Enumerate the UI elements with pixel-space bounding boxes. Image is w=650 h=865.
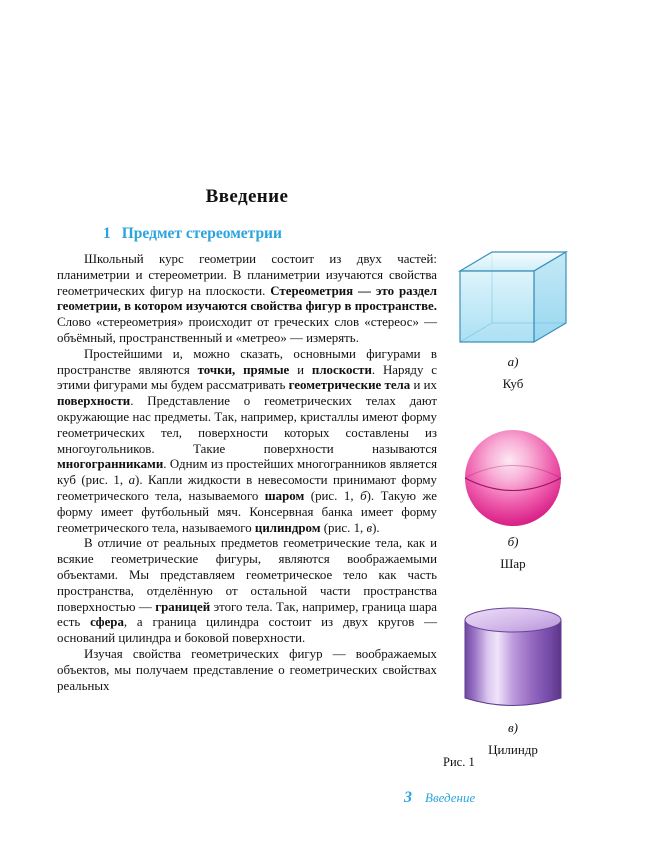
text-run: Стереометрия — это раздел геометрии, в котором изучаются свойства фигур в пространстве. xyxy=(57,283,437,314)
text-column xyxy=(57,186,437,694)
page-number: 3 xyxy=(404,789,412,806)
text-run: ). xyxy=(372,520,380,535)
text-run: Изучая свойства геометрических фигур — воображаемых объектов, мы получаем представление о геометрических свойствах реальных xyxy=(57,646,437,693)
text-run: и их xyxy=(410,378,437,393)
text-run: Простейшими и, можно сказать, основными фигурами в пространстве являются xyxy=(57,346,437,377)
text-run: точки, прямые xyxy=(197,362,290,377)
page-title: Введение xyxy=(205,186,289,207)
section-number: 1 xyxy=(103,225,111,242)
sphere-illustration xyxy=(461,428,565,528)
text-run: геометрические тела xyxy=(288,378,411,393)
text-run: в xyxy=(366,520,373,535)
section-heading xyxy=(57,225,437,243)
paragraph xyxy=(57,647,437,694)
text-run: цилиндром xyxy=(254,520,321,535)
text-run: этого тела. Так, например, граница шара есть xyxy=(57,599,437,630)
text-run: Слово «стереометрия» происходит от греческих слов «стереос» — объёмный, пространственный и «метрео» — измерять. xyxy=(57,315,437,345)
sphere-caption: Шар xyxy=(500,555,526,571)
text-run: (рис. 1, xyxy=(320,520,367,535)
footer-section-name: Введение xyxy=(425,790,476,805)
text-run: границей xyxy=(155,599,211,614)
cylinder-illustration xyxy=(463,606,563,714)
cube-illustration xyxy=(452,246,574,348)
text-run: поверхности xyxy=(57,394,131,409)
text-run: . Наряду с этими фигурами мы будем рассматривать xyxy=(57,362,437,393)
cube-figure xyxy=(448,246,578,391)
cylinder-caption: Цилиндр xyxy=(488,741,538,757)
text-run: сфера xyxy=(90,615,124,630)
text-run: В отличие от реальных предметов геометрические тела, как и всякие геометрические фигуры, являются воображаемыми объектами. Мы представляем геометрическое тело как часть пространства, отделённую от остальной части пространства поверхностью — xyxy=(57,536,437,614)
cylinder-figure xyxy=(448,606,578,757)
sphere-figure xyxy=(448,428,578,571)
paragraph xyxy=(57,536,437,647)
page-footer xyxy=(404,789,475,807)
section-title: Предмет стереометрии xyxy=(121,225,282,242)
paragraph xyxy=(57,252,437,347)
text-run: плоскости xyxy=(311,362,372,377)
text-run: ). Такую же форму имеет футбольный мяч. Консервная банка имеет форму геометрического тела, называемого xyxy=(57,488,437,535)
paragraph xyxy=(57,347,437,537)
text-run: шаром xyxy=(264,488,305,503)
cube-caption: Куб xyxy=(502,375,524,391)
body-text xyxy=(57,252,437,694)
text-run: , а граница цилиндра состоит из двух кругов — оснований цилиндра и боковой поверхности. xyxy=(57,615,438,646)
text-run: а xyxy=(128,473,136,488)
text-run: и xyxy=(289,362,312,377)
cylinder-label: в) xyxy=(508,720,518,735)
text-run: (рис. 1, xyxy=(304,488,361,503)
figure-1-caption: Рис. 1 xyxy=(443,755,475,769)
sphere-label: б) xyxy=(507,534,519,549)
text-run: . Представление о геометрических телах дают окружающие нас предметы. Так, например, кристаллы имеют форму геометрических тел, поверхности которых составлены из многоугольников. Такие поверхности называются xyxy=(57,394,437,456)
text-run: многогранниками xyxy=(57,457,164,472)
text-run: . Одним из простейших многогранников является куб (рис. 1, xyxy=(57,457,437,488)
cube-label: а) xyxy=(507,354,519,369)
text-run: ). Капли жидкости в невесомости принимают форму геометрического тела, называемого xyxy=(57,473,437,503)
text-run: Школьный курс геометрии состоит из двух частей: планиметрии и стереометрии. В планиметрии изучаются свойства геометрических фигур на плоскости. xyxy=(57,252,437,298)
text-run: б xyxy=(360,488,367,503)
